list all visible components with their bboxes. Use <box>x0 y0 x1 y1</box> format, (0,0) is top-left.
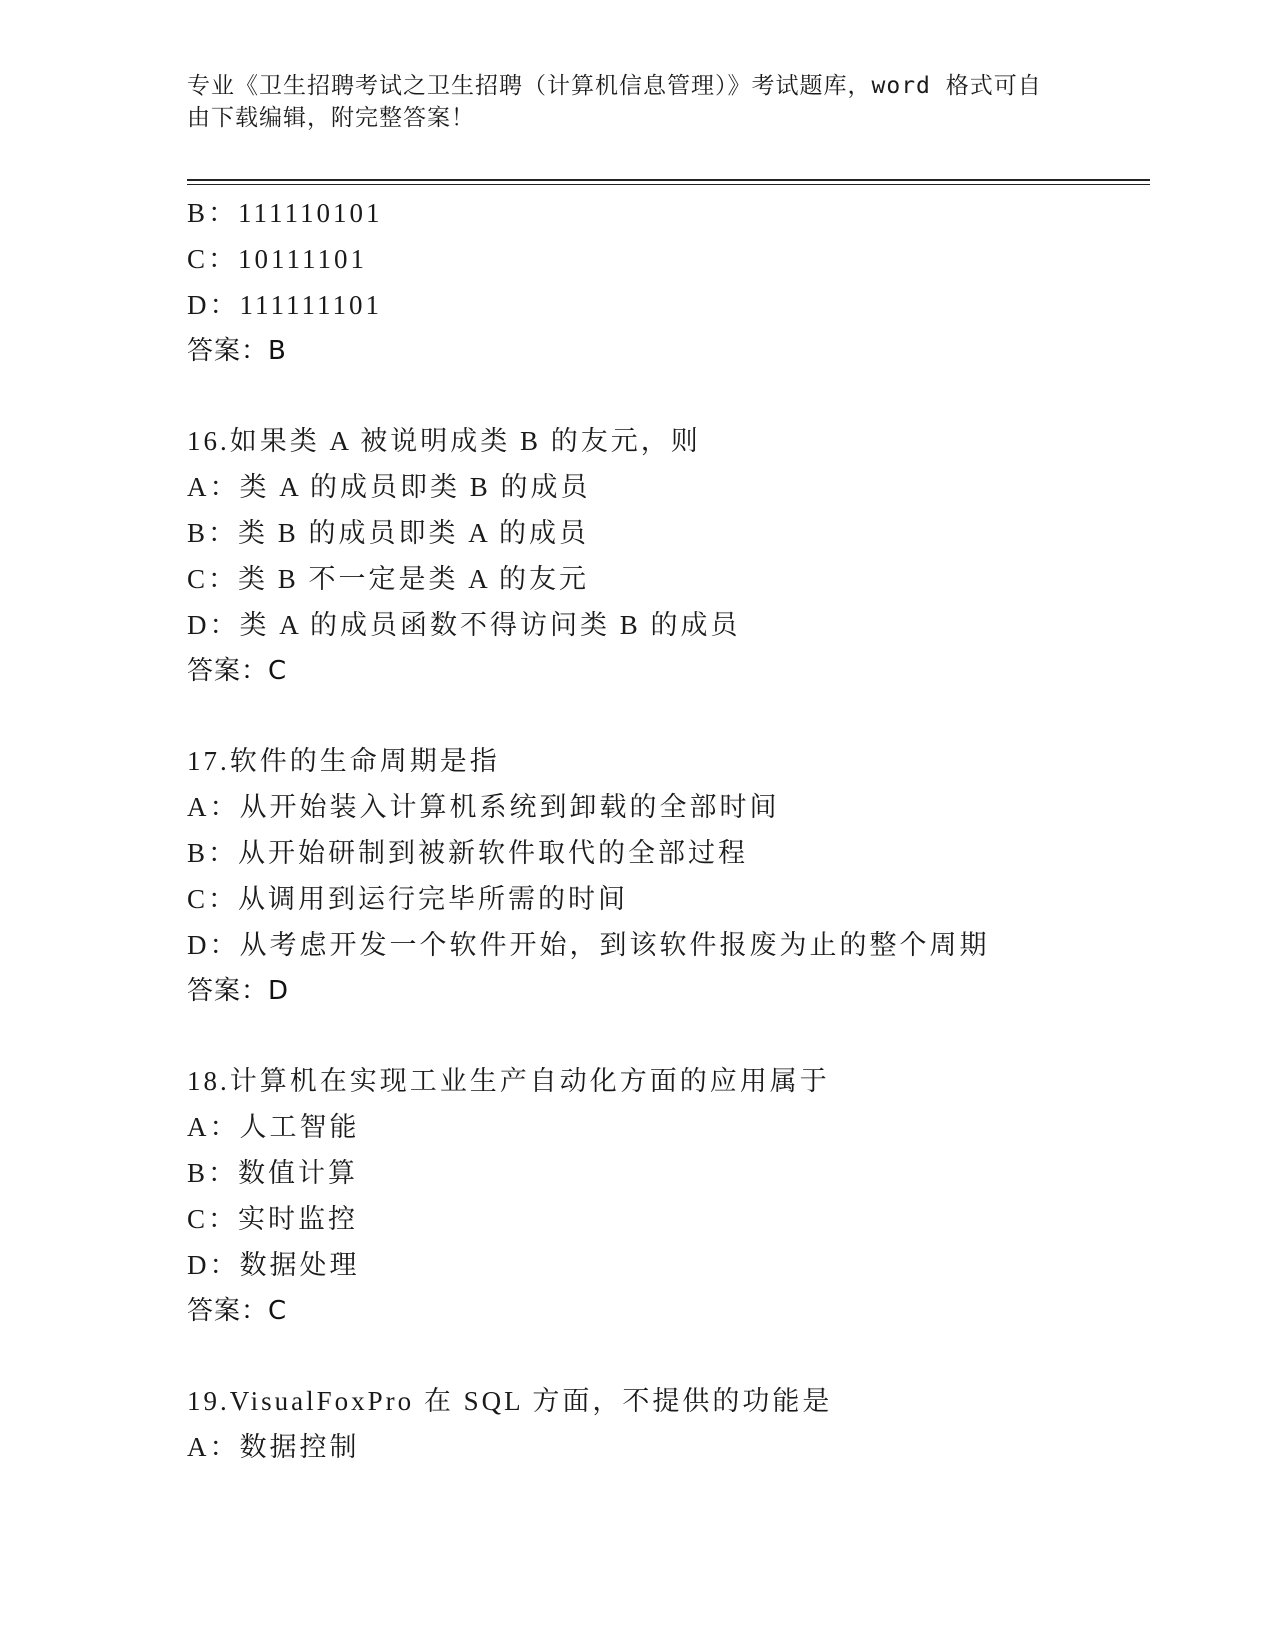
option-c: C：类 B 不一定是类 A 的友元 <box>187 564 590 594</box>
option-a: A：数据控制 <box>187 1432 360 1462</box>
option-b: B：从开始研制到被新软件取代的全部过程 <box>187 838 749 868</box>
option-c: C：实时监控 <box>187 1204 359 1234</box>
question-list <box>187 190 1167 1470</box>
option-d: D：类 A 的成员函数不得访问类 B 的成员 <box>187 610 741 640</box>
question-19 <box>187 1378 1167 1470</box>
question-17 <box>187 738 1167 1014</box>
question-16 <box>187 418 1167 694</box>
answer-label: 答案：D <box>187 976 290 1006</box>
option-a: A：从开始装入计算机系统到卸载的全部时间 <box>187 792 780 822</box>
option-b: B：类 B 的成员即类 A 的成员 <box>187 518 590 548</box>
header-divider <box>187 179 1150 181</box>
option-d: D：111111101 <box>187 290 382 320</box>
spacer <box>187 694 1167 738</box>
question-stem: 17.软件的生命周期是指 <box>187 746 500 776</box>
document-header <box>187 70 1087 134</box>
spacer <box>187 1334 1167 1378</box>
spacer <box>187 374 1167 418</box>
option-a: A：类 A 的成员即类 B 的成员 <box>187 472 591 502</box>
option-c: C：从调用到运行完毕所需的时间 <box>187 884 629 914</box>
option-d: D：数据处理 <box>187 1250 360 1280</box>
answer-label: 答案：B <box>187 336 287 366</box>
answer-label: 答案：C <box>187 1296 288 1326</box>
header-divider-thin <box>187 184 1150 185</box>
question-stem: 19.VisualFoxPro 在 SQL 方面，不提供的功能是 <box>187 1386 833 1416</box>
header-line-1: 专业《卫生招聘考试之卫生招聘（计算机信息管理）》考试题库，word 格式可自 <box>187 73 1042 99</box>
option-c: C：10111101 <box>187 244 368 274</box>
spacer <box>187 1014 1167 1058</box>
option-a: A：人工智能 <box>187 1112 360 1142</box>
question-stem: 18.计算机在实现工业生产自动化方面的应用属于 <box>187 1066 830 1096</box>
question-stem: 16.如果类 A 被说明成类 B 的友元，则 <box>187 426 701 456</box>
question-18 <box>187 1058 1167 1334</box>
option-d: D：从考虑开发一个软件开始，到该软件报废为止的整个周期 <box>187 930 990 960</box>
answer-label: 答案：C <box>187 656 288 686</box>
option-b: B：数值计算 <box>187 1158 359 1188</box>
option-b: B：111110101 <box>187 198 383 228</box>
question-15-continued <box>187 190 1167 374</box>
header-line-2: 由下载编辑，附完整答案！ <box>187 105 475 131</box>
